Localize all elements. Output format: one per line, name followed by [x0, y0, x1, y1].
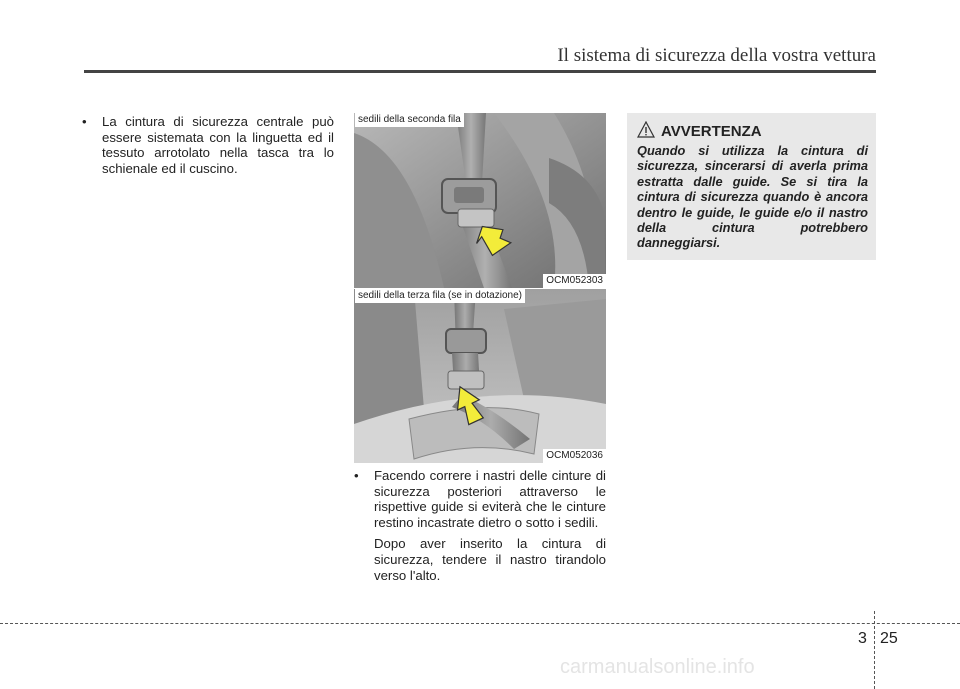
photo-second-row-illustration: [354, 113, 606, 288]
left-column: [82, 114, 334, 176]
bullet-dot: •: [82, 114, 87, 129]
bullet-text: Facendo correre i nastri delle cinture di sicurezza posteriori attraverso le rispettive guide si eviterà che le cinture restino incastrate dietro o sotto i sedili.: [374, 468, 606, 530]
header-rule: [84, 70, 876, 73]
footer-rule: [0, 623, 960, 624]
bullet-item: [354, 468, 606, 530]
photo-caption: sedili della seconda fila: [355, 113, 464, 127]
photo-third-row-illustration: [354, 289, 606, 463]
warning-title: AVVERTENZA: [661, 123, 762, 140]
photo-second-row-seats: [354, 113, 606, 288]
warning-box: [627, 113, 876, 260]
bullet-text: La cintura di sicurezza centrale può essere sistemata con la linguetta ed il tessuto arrotolato nella tasca tra lo schienale ed il cuscino.: [102, 114, 334, 176]
warning-triangle-icon: [637, 121, 655, 139]
photo-code: OCM052303: [543, 274, 606, 288]
photo-code: OCM052036: [543, 449, 606, 463]
photo-caption: sedili della terza fila (se in dotazione): [355, 289, 525, 303]
footer-separator: [874, 611, 875, 689]
page-number: 25: [880, 630, 898, 647]
paragraph: Dopo aver inserito la cintura di sicurezza, tendere il nastro tirandolo verso l'alto.: [374, 536, 606, 583]
bullet-item: [82, 114, 334, 176]
warning-body: Quando si utilizza la cintura di sicurezza, sincerarsi di averla prima estratta dalle guide. Se si tira la cintura di sicurezza quando è ancora dentro le guide, le guide e/o il nastro della cintura potrebbero danneggiarsi.: [637, 143, 868, 251]
photo-third-row-seats: [354, 289, 606, 463]
chapter-number: 3: [858, 630, 867, 647]
middle-column-text: [354, 468, 606, 583]
bullet-dot: •: [354, 468, 359, 483]
page-header-title: Il sistema di sicurezza della vostra vettura: [557, 45, 876, 66]
watermark: carmanualsonline.info: [560, 656, 755, 678]
